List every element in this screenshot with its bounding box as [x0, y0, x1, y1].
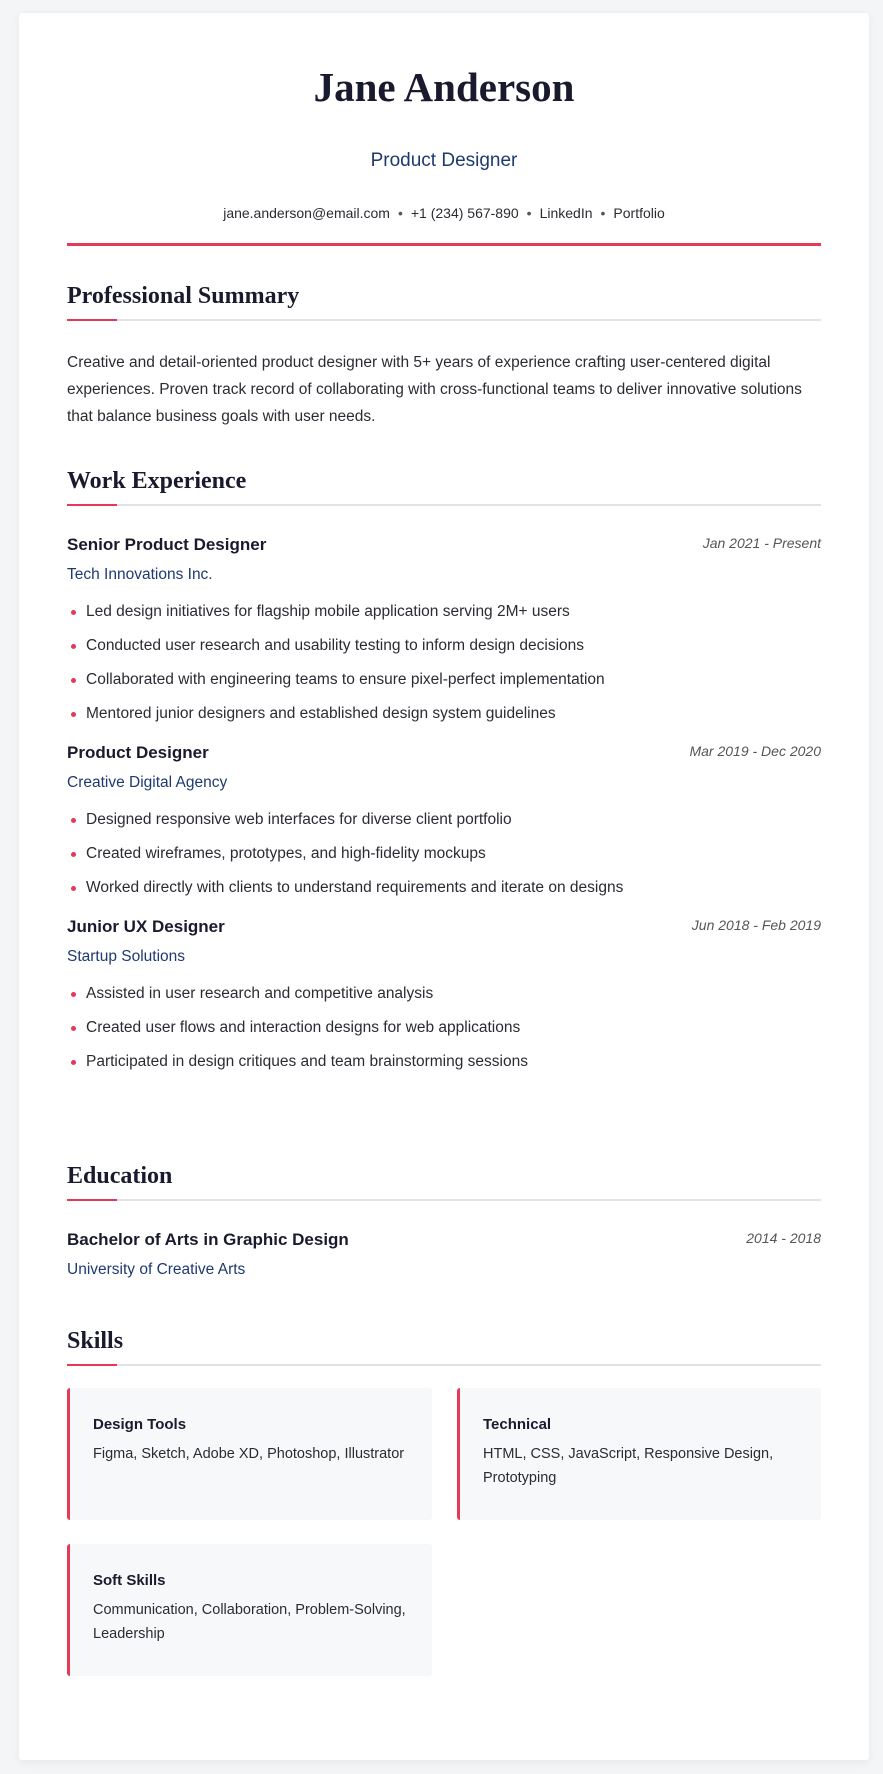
job-title: Senior Product Designer [67, 535, 267, 554]
job-dates: Jun 2018 - Feb 2019 [691, 917, 821, 933]
linkedin-link[interactable]: LinkedIn [539, 205, 593, 221]
skills-section [67, 1328, 821, 1676]
skill-category: Soft Skills [93, 1572, 166, 1589]
email-link[interactable]: jane.anderson@email.com [223, 205, 390, 221]
list-item: Created user flows and interaction designs for web applications [67, 1018, 821, 1052]
list-item: Participated in design critiques and team brainstorming sessions [67, 1052, 821, 1086]
skill-list: HTML, CSS, JavaScript, Responsive Design, Prototyping [483, 1446, 774, 1486]
job-entry [67, 743, 821, 912]
section-underline [67, 319, 821, 321]
portfolio-link[interactable]: Portfolio [613, 205, 665, 221]
school-name: University of Creative Arts [67, 1261, 246, 1278]
separator: • [526, 205, 532, 221]
list-item: Led design initiatives for flagship mobile application serving 2M+ users [67, 602, 821, 636]
resume-page [19, 13, 869, 1760]
experience-section [67, 468, 821, 1086]
company-name: Startup Solutions [67, 948, 186, 965]
skill-category: Design Tools [93, 1416, 187, 1433]
section-heading: Skills [67, 1328, 124, 1354]
section-heading: Education [67, 1163, 173, 1189]
company-name: Tech Innovations Inc. [67, 566, 213, 583]
company-name: Creative Digital Agency [67, 774, 228, 791]
education-entry [67, 1230, 821, 1283]
list-item: Worked directly with clients to understand requirements and iterate on designs [67, 878, 821, 912]
job-dates: Jan 2021 - Present [702, 535, 821, 551]
candidate-name: Jane Anderson [313, 64, 575, 110]
list-item: Conducted user research and usability testing to inform design decisions [67, 636, 821, 670]
list-item: Collaborated with engineering teams to ensure pixel-perfect implementation [67, 670, 821, 704]
skill-category: Technical [483, 1416, 552, 1433]
summary-section [67, 283, 821, 430]
job-title: Junior UX Designer [67, 917, 225, 936]
job-entry [67, 917, 821, 1086]
job-title: Product Designer [67, 743, 209, 762]
contact-info [19, 205, 869, 221]
summary-text: Creative and detail-oriented product designer with 5+ years of experience crafting user-centered digital experiences. Proven track record of collaborating with cross-functional teams to deliver innovative solutions that balance business goals with user needs. [67, 354, 802, 425]
job-dates: Mar 2019 - Dec 2020 [689, 743, 821, 759]
skill-card [457, 1388, 821, 1520]
skill-card [67, 1544, 432, 1676]
list-item: Assisted in user research and competitive analysis [67, 984, 821, 1018]
section-underline [67, 504, 821, 506]
separator: • [397, 205, 403, 221]
list-item: Designed responsive web interfaces for diverse client portfolio [67, 810, 821, 844]
education-section [67, 1163, 821, 1283]
list-item: Created wireframes, prototypes, and high-fidelity mockups [67, 844, 821, 878]
skill-card [67, 1388, 432, 1520]
phone-link[interactable]: +1 (234) 567-890 [410, 205, 519, 221]
section-underline [67, 1199, 821, 1201]
skill-list: Figma, Sketch, Adobe XD, Photoshop, Illustrator [93, 1446, 405, 1462]
separator: • [600, 205, 606, 221]
section-heading: Work Experience [67, 468, 247, 494]
candidate-title: Product Designer [370, 150, 518, 171]
section-heading: Professional Summary [67, 283, 300, 309]
skill-list: Communication, Collaboration, Problem-Solving, Leadership [93, 1602, 406, 1642]
degree: Bachelor of Arts in Graphic Design [67, 1230, 349, 1249]
section-underline [67, 1364, 821, 1366]
list-item: Mentored junior designers and established design system guidelines [67, 704, 821, 738]
education-dates: 2014 - 2018 [746, 1230, 821, 1246]
job-entry [67, 535, 821, 738]
header-divider [67, 243, 821, 246]
